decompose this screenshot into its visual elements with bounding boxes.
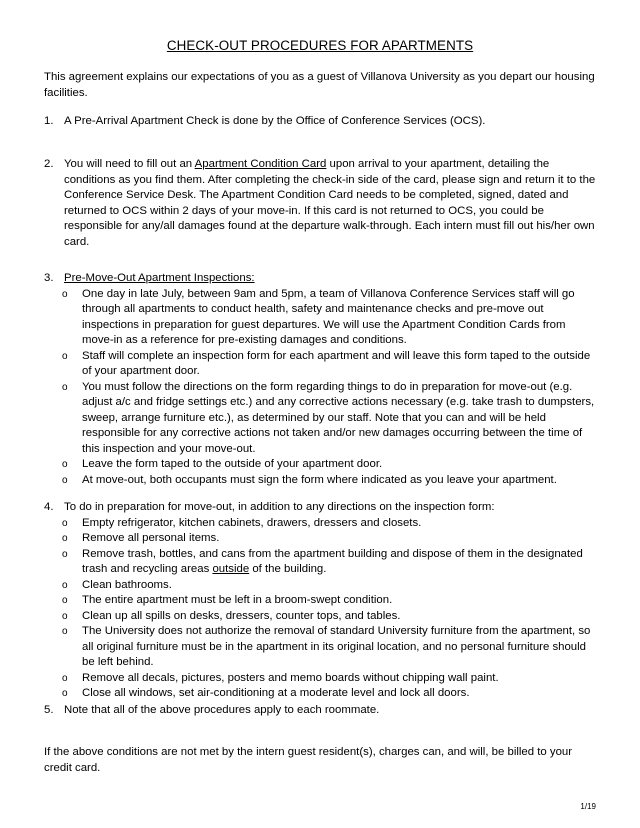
bullet-item [62, 686, 600, 702]
bullet-item [62, 671, 600, 687]
bullet-text: Empty refrigerator, kitchen cabinets, drawers, dressers and closets. [82, 516, 422, 529]
list-item-2 [44, 157, 600, 250]
bullet-marker: o [62, 626, 68, 637]
item-number: 5. [44, 704, 54, 716]
bullet-marker: o [62, 459, 68, 470]
bullet-marker: o [62, 672, 68, 684]
bullet-item [62, 349, 600, 380]
bullet-text: One day in late July, between 9am and 5pm, a team of Villanova Conference Services staff will go through all apartments to conduct health, safety and maintenance checks and pre-move out inspections in preparation for guest departures. We will use the Apartment Condition Cards from move-in as a reference for pre-existing damages and conditions. [82, 287, 575, 346]
bullet-item [62, 516, 600, 532]
item-number: 4. [44, 501, 54, 513]
list-item-5 [44, 703, 600, 719]
item-number: 3. [44, 272, 54, 284]
bullet-text: Clean bathrooms. [82, 578, 172, 591]
apartment-condition-card-term: Apartment Condition Card [194, 158, 327, 170]
bullet-item [62, 624, 600, 671]
bullet-text: The entire apartment must be left in a broom-swept condition. [82, 594, 393, 606]
bullet-marker: o [62, 595, 68, 606]
bullet-marker: o [62, 381, 68, 393]
page-title: CHECK-OUT PROCEDURES FOR APARTMENTS [166, 38, 474, 53]
bullet-marker: o [62, 288, 68, 300]
bullet-text: You must follow the directions on the form regarding things to do in preparation for move-out (e.g. adjust a/c and fridge settings etc.) and any corrective actions necessary (e.g. take trash to dumpsters, sweep, arrange furniture etc.), as determined by our staff. Note that you can and will be held responsible for any corrective actions not taken and/or new damages occurring between the time of this inspection and your move-out. [82, 380, 595, 455]
bullet-item [62, 578, 600, 594]
bullet-marker: o [62, 610, 68, 622]
bullet-text: Remove all personal items. [82, 532, 220, 544]
sub-bullet-list [44, 516, 600, 702]
item-text-part: upon arrival to your apartment, detailing the conditions as you find them. After completing the check-in side of the card, please sign and return it to the Conference Service Desk. The Apartment Condition Card needs to be completed, signed, dated and returned to OCS within 2 days of your move-in. If this card is not returned to OCS, you could be responsible for any/all damages found at the departure walk-through. Each intern must fill out his/her own card. [64, 158, 596, 248]
closing-paragraph: If the above conditions are not met by the intern guest resident(s), charges can, and will, be billed to your credit card. [44, 746, 573, 774]
bullet-item [62, 287, 600, 349]
bullet-item [62, 531, 600, 547]
intro-paragraph: This agreement explains our expectations of you as a guest of Villanova University as you depart our housing facilities. [44, 71, 595, 99]
bullet-marker: o [62, 548, 68, 560]
bullet-text: Close all windows, set air-conditioning at a moderate level and lock all doors. [82, 687, 470, 699]
bullet-marker: o [62, 474, 68, 486]
bullet-marker: o [62, 579, 68, 591]
bullet-text-part: Remove trash, bottles, and cans from the apartment building and dispose of them in the designated trash and recycling areas [82, 547, 583, 575]
bullet-item [62, 593, 600, 609]
bullet-text: Staff will complete an inspection form for each apartment and will leave this form taped to the outside of your apartment door. [82, 349, 591, 377]
bullet-marker: o [62, 533, 68, 544]
bullet-item [62, 547, 600, 578]
item-text: A Pre-Arrival Apartment Check is done by the Office of Conference Services (OCS). [64, 115, 486, 127]
item-text: To do in preparation for move-out, in addition to any directions on the inspection form: [64, 501, 495, 513]
bullet-text [82, 548, 583, 576]
bullet-marker: o [62, 350, 68, 362]
list-item-4 [44, 500, 600, 702]
outside-emphasis: outside [212, 563, 250, 575]
bullet-item [62, 609, 600, 625]
bullet-item [62, 473, 600, 489]
bullet-text: Leave the form taped to the outside of your apartment door. [82, 458, 383, 470]
bullet-text: At move-out, both occupants must sign the form where indicated as you leave your apartment. [82, 473, 557, 486]
item-number: 1. [44, 115, 54, 127]
bullet-item [62, 457, 600, 473]
item-text: Note that all of the above procedures apply to each roommate. [64, 704, 380, 716]
sub-bullet-list [44, 287, 600, 489]
bullet-text: Remove all decals, pictures, posters and memo boards without chipping wall paint. [82, 671, 499, 684]
bullet-item [62, 380, 600, 458]
page-number: 1/19 [580, 802, 596, 811]
list-item-3 [44, 271, 600, 488]
bullet-marker: o [62, 688, 68, 699]
bullet-marker: o [62, 517, 68, 529]
bullet-text-part: of the building. [249, 563, 327, 575]
item-text-part: You will need to fill out an [64, 158, 195, 170]
bullet-text: The University does not authorize the removal of standard University furniture from the apartment, so all original furniture must be in the apartment in its original location, and no personal furniture should be left behind. [82, 625, 591, 668]
item-text [64, 157, 600, 250]
item-heading: Pre-Move-Out Apartment Inspections: [64, 272, 255, 284]
list-item-1 [44, 114, 600, 130]
bullet-text: Clean up all spills on desks, dressers, counter tops, and tables. [82, 609, 401, 622]
item-number: 2. [44, 158, 54, 170]
